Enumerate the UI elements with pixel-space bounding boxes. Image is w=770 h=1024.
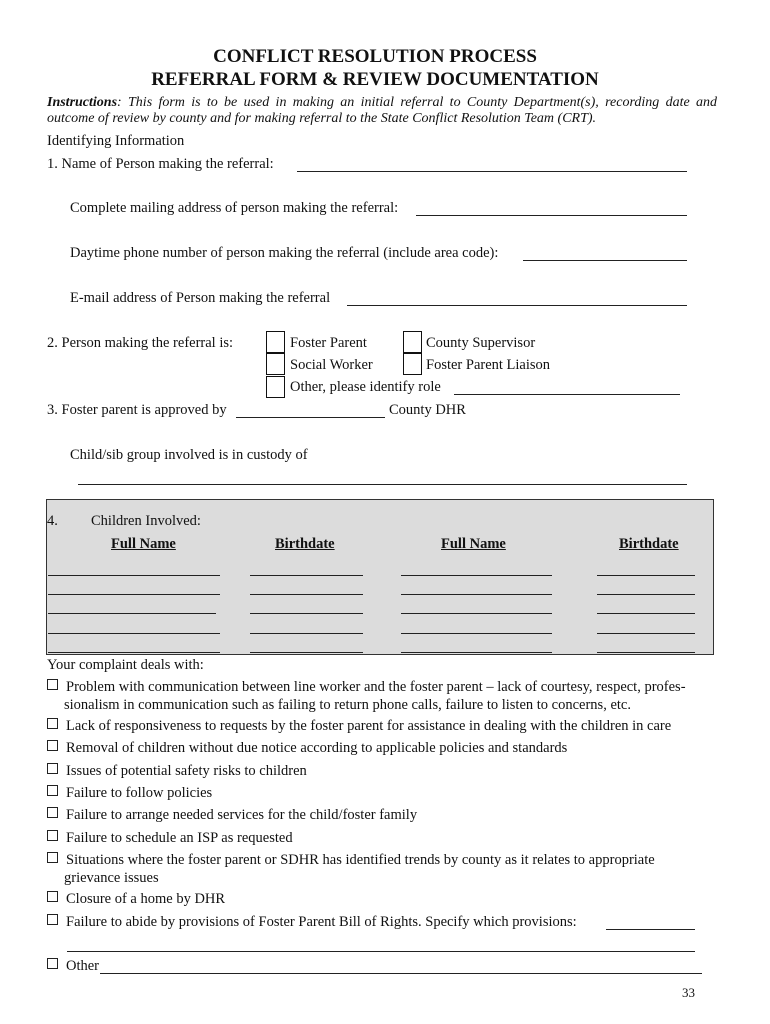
foster-parent-liaison-option: Foster Parent Liaison — [426, 357, 551, 373]
col-birthdate-2: Birthdate — [619, 536, 679, 552]
checkbox-icon[interactable] — [47, 785, 58, 796]
custody-label: Child/sib group involved is in custody of — [70, 447, 308, 463]
child-birthdate-field[interactable] — [250, 633, 363, 634]
complaint-label: Issues of potential safety risks to children — [66, 763, 307, 779]
child-birthdate-field[interactable] — [250, 613, 363, 614]
checkbox-icon[interactable] — [47, 807, 58, 818]
child-name-field[interactable] — [48, 652, 220, 653]
child-birthdate-field[interactable] — [250, 652, 363, 653]
instructions-text: : This form is to be used in making an initial referral to County Department(s), recording date and outcome of review by county and for making referral to the State Conflict Resolution Team (CRT). — [47, 95, 717, 126]
complaint-item-trends[interactable] — [47, 852, 655, 869]
child-name-field[interactable] — [48, 594, 220, 595]
complaint-label: Failure to abide by provisions of Foster Parent Bill of Rights. Specify which provisions: — [66, 914, 577, 930]
complaint-item-isp[interactable] — [47, 830, 293, 847]
referrer-address-label: Complete mailing address of person making the referral: — [70, 200, 399, 216]
complaint-label: Failure to arrange needed services for the child/foster family — [66, 807, 418, 823]
child-birthdate-field[interactable] — [250, 575, 363, 576]
bill-of-rights-provisions-field-line2[interactable] — [67, 951, 695, 952]
other-role-field[interactable] — [454, 394, 680, 395]
complaint-item-policies[interactable] — [47, 785, 212, 802]
checkbox-icon[interactable] — [47, 763, 58, 774]
referrer-role-label: 2. Person making the referral is: — [47, 335, 234, 351]
county-dhr-label: County DHR — [389, 402, 466, 418]
child-name-field[interactable] — [48, 633, 220, 634]
child-birthdate-field[interactable] — [597, 575, 695, 576]
foster-parent-liaison-checkbox[interactable] — [403, 353, 422, 375]
child-birthdate-field[interactable] — [597, 594, 695, 595]
other-role-checkbox[interactable] — [266, 376, 285, 398]
instructions-label: Instructions — [47, 95, 118, 110]
page-number: 33 — [682, 985, 695, 1000]
complaint-item-communication-cont: sionalism in communication such as failing to return phone calls, failure to listen to concerns, etc. — [64, 697, 631, 713]
complaint-item-closure[interactable] — [47, 891, 225, 908]
complaint-label: Failure to follow policies — [66, 785, 213, 801]
complaint-item-bill-of-rights[interactable] — [47, 914, 577, 931]
child-name-field[interactable] — [401, 613, 552, 614]
child-name-field[interactable] — [401, 594, 552, 595]
bill-of-rights-provisions-field[interactable] — [606, 929, 695, 930]
child-birthdate-field[interactable] — [597, 652, 695, 653]
checkbox-icon[interactable] — [47, 958, 58, 969]
complaint-item-other[interactable] — [47, 958, 99, 975]
complaint-item-removal[interactable] — [47, 740, 567, 757]
county-supervisor-option: County Supervisor — [426, 335, 536, 351]
col-full-name-2: Full Name — [441, 536, 506, 552]
custody-field[interactable] — [78, 484, 687, 485]
child-birthdate-field[interactable] — [597, 613, 695, 614]
foster-parent-option: Foster Parent — [290, 335, 367, 351]
child-birthdate-field[interactable] — [250, 594, 363, 595]
referrer-name-field[interactable] — [297, 171, 687, 172]
foster-parent-checkbox[interactable] — [266, 331, 285, 353]
checkbox-icon[interactable] — [47, 718, 58, 729]
referrer-phone-field[interactable] — [523, 260, 687, 261]
complaint-label: Lack of responsiveness to requests by the foster parent for assistance in dealing with the children in care — [66, 718, 672, 734]
social-worker-checkbox[interactable] — [266, 353, 285, 375]
complaint-item-safety[interactable] — [47, 763, 307, 780]
referrer-phone-label: Daytime phone number of person making the referral (include area code): — [70, 245, 499, 261]
children-involved-label: Children Involved: — [91, 513, 201, 529]
county-supervisor-checkbox[interactable] — [403, 331, 422, 353]
child-name-field[interactable] — [48, 575, 220, 576]
social-worker-option: Social Worker — [290, 357, 373, 373]
complaint-label: Other — [66, 958, 100, 974]
checkbox-icon[interactable] — [47, 830, 58, 841]
children-section-number: 4. — [47, 513, 58, 529]
checkbox-icon[interactable] — [47, 891, 58, 902]
complaint-intro: Your complaint deals with: — [47, 657, 204, 673]
complaint-item-communication[interactable] — [47, 679, 686, 696]
complaint-label: Situations where the foster parent or SDHR has identified trends by county as it relates to appropriate — [66, 852, 655, 868]
other-role-option: Other, please identify role — [290, 379, 441, 395]
referrer-name-label: 1. Name of Person making the referral: — [47, 156, 274, 172]
referrer-email-field[interactable] — [347, 305, 687, 306]
approved-by-label: 3. Foster parent is approved by — [47, 402, 227, 418]
col-birthdate-1: Birthdate — [275, 536, 335, 552]
identifying-info-heading: Identifying Information — [47, 133, 185, 149]
checkbox-icon[interactable] — [47, 740, 58, 751]
child-name-field[interactable] — [48, 613, 216, 614]
other-complaint-field[interactable] — [100, 973, 702, 974]
approved-by-county-field[interactable] — [236, 417, 385, 418]
form-title-line2: REFERRAL FORM & REVIEW DOCUMENTATION — [151, 69, 599, 90]
complaint-label: Closure of a home by DHR — [66, 891, 226, 907]
referrer-email-label: E-mail address of Person making the referral — [70, 290, 331, 306]
col-full-name-1: Full Name — [111, 536, 176, 552]
child-name-field[interactable] — [401, 633, 552, 634]
checkbox-icon[interactable] — [47, 679, 58, 690]
instructions — [47, 95, 717, 127]
complaint-label: Problem with communication between line worker and the foster parent – lack of courtesy, respect, profes- — [66, 679, 686, 695]
referrer-address-field[interactable] — [416, 215, 687, 216]
child-name-field[interactable] — [401, 652, 552, 653]
complaint-item-trends-cont: grievance issues — [64, 870, 159, 886]
checkbox-icon[interactable] — [47, 852, 58, 863]
child-birthdate-field[interactable] — [597, 633, 695, 634]
checkbox-icon[interactable] — [47, 914, 58, 925]
child-name-field[interactable] — [401, 575, 552, 576]
complaint-item-services[interactable] — [47, 807, 417, 824]
complaint-item-responsiveness[interactable] — [47, 718, 671, 735]
complaint-label: Removal of children without due notice according to applicable policies and standards — [66, 740, 568, 756]
form-title-line1: CONFLICT RESOLUTION PROCESS — [213, 46, 537, 67]
complaint-label: Failure to schedule an ISP as requested — [66, 830, 293, 846]
